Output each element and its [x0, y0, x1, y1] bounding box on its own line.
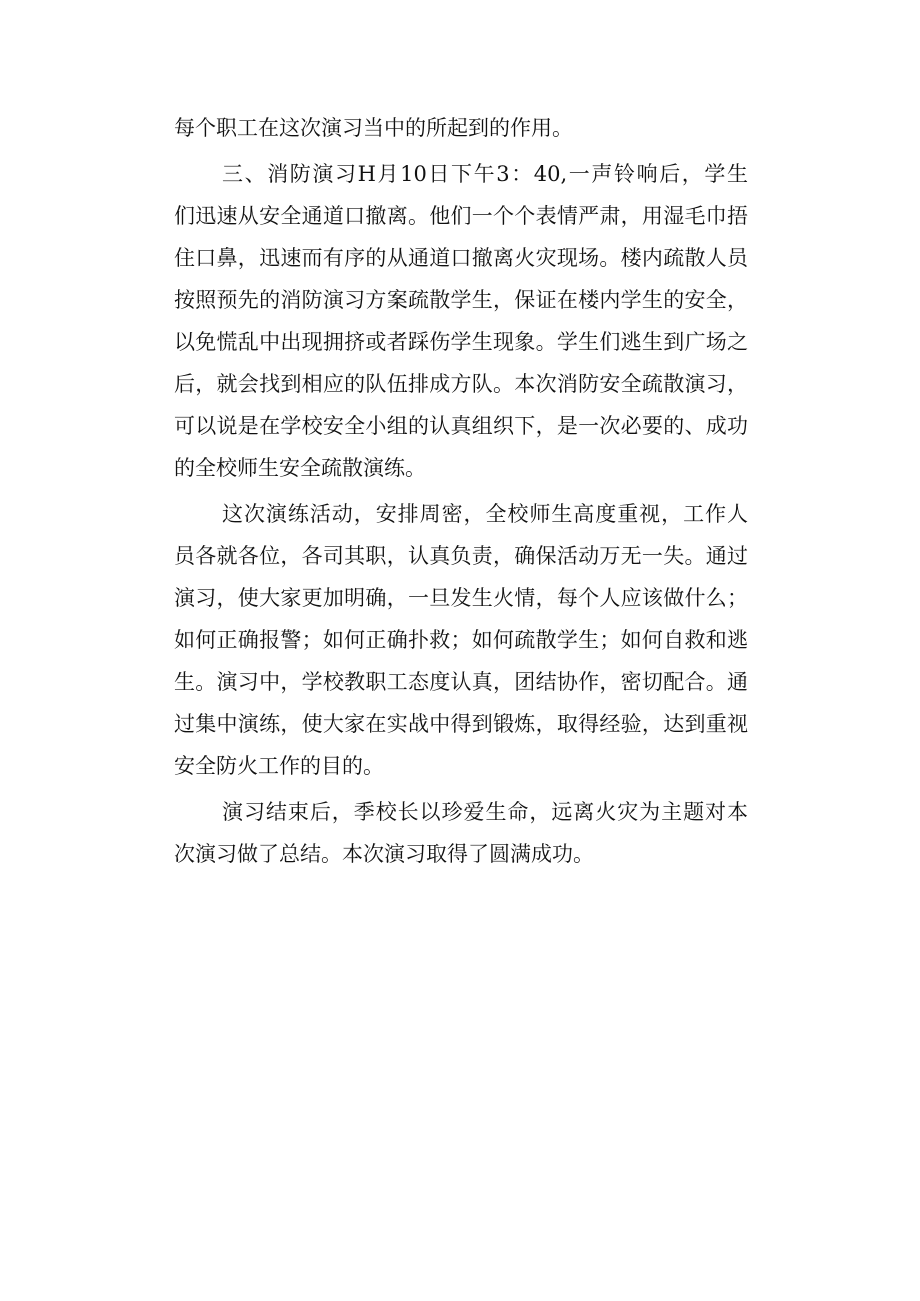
text-line: 住口鼻，迅速而有序的从通道口撤离火灾现场。楼内疏散人员	[174, 246, 748, 270]
text-line: 演习结束后，季校长以珍爱生命，远离火灾为主题对本	[222, 800, 748, 824]
text-line: 安全防火工作的目的。	[174, 754, 384, 778]
text-line: 员各就各位，各司其职，认真负责，确保活动万无一失。通过	[174, 544, 748, 568]
text-line: 过集中演练，使大家在实战中得到锻炼，取得经验，达到重视	[174, 712, 748, 736]
text-line: 如何正确报警；如何正确扑救；如何疏散学生；如何自救和逃	[174, 628, 748, 652]
text-line: 次演习做了总结。本次演习取得了圆满成功。	[174, 842, 594, 866]
document-body	[174, 107, 748, 875]
text-line: 三、消防演习H月10日下午3：40,一声铃响后，学生	[222, 162, 748, 186]
paragraph-4	[174, 791, 748, 875]
paragraph-2	[174, 153, 748, 489]
paragraph-3	[174, 493, 748, 787]
text-line: 可以说是在学校安全小组的认真组织下，是一次必要的、成功	[174, 414, 748, 438]
text-line: 生。演习中，学校教职工态度认真，团结协作，密切配合。通	[174, 670, 748, 694]
text-line: 后，就会找到相应的队伍排成方队。本次消防安全疏散演习，	[174, 372, 748, 396]
text-line: 的全校师生安全疏散演练。	[174, 456, 426, 480]
text-line: 每个职工在这次演习当中的所起到的作用。	[174, 116, 573, 140]
text-line: 以免慌乱中出现拥挤或者踩伤学生现象。学生们逃生到广场之	[174, 330, 748, 354]
text-line: 这次演练活动，安排周密，全校师生高度重视，工作人	[222, 502, 748, 526]
text-line: 们迅速从安全通道口撤离。他们一个个表情严肃，用湿毛巾捂	[174, 204, 748, 228]
text-line: 演习，使大家更加明确，一旦发生火情，每个人应该做什么；	[174, 586, 748, 610]
text-line: 按照预先的消防演习方案疏散学生，保证在楼内学生的安全，	[174, 288, 748, 312]
paragraph-1	[174, 107, 748, 149]
